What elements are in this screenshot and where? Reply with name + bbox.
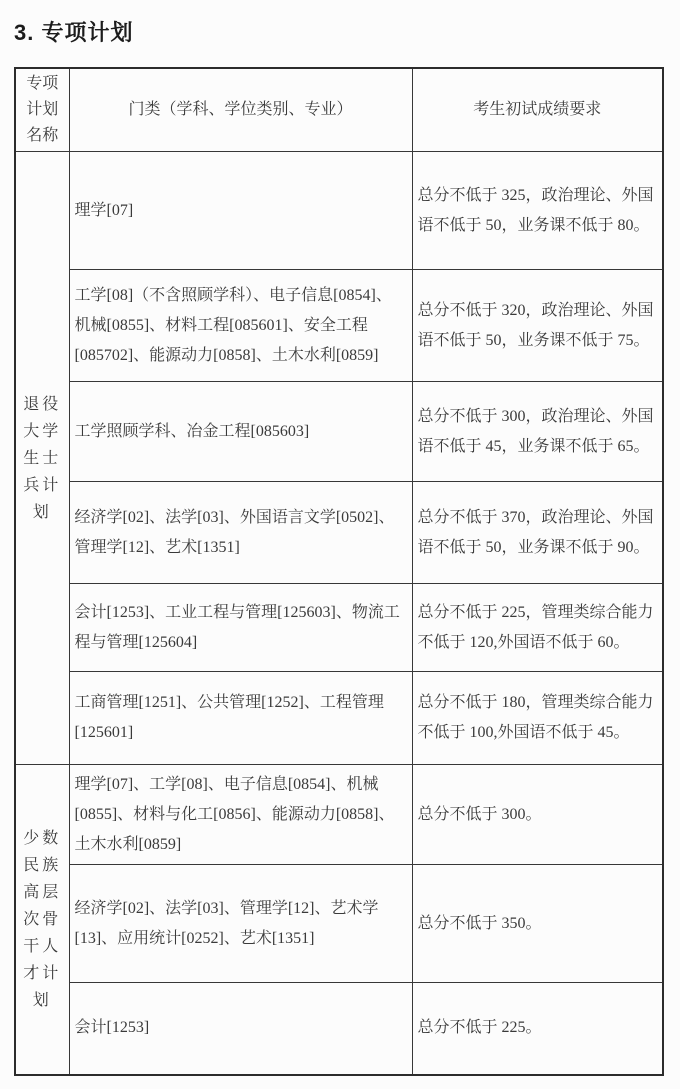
group-name-line: 划 [32, 991, 52, 1009]
category-cell: 经济学[02]、法学[03]、外国语言文学[0502]、管理学[12]、艺术[1351] [69, 482, 412, 584]
category-cell: 理学[07] [69, 152, 412, 270]
table-row [15, 983, 663, 1075]
group-name-cell [15, 765, 69, 1075]
requirement-cell: 总分不低于 300。 [412, 765, 663, 865]
category-cell: 会计[1253] [69, 983, 412, 1075]
header-cell-category: 门类（学科、学位类别、专业） [69, 68, 412, 152]
group-name-line: 少数 [23, 829, 62, 847]
table-row [15, 865, 663, 983]
table-row [15, 672, 663, 765]
special-programs-table [14, 67, 664, 1076]
category-cell: 经济学[02]、法学[03]、管理学[12]、艺术学[13]、应用统计[0252]、艺术[1351] [69, 865, 412, 983]
group-name-line: 高层 [23, 883, 62, 901]
group-name-line: 兵计 [23, 476, 62, 494]
table-row [15, 482, 663, 584]
requirement-cell: 总分不低于 325，政治理论、外国语不低于 50，业务课不低于 80。 [412, 152, 663, 270]
table-row [15, 584, 663, 672]
group-name-line: 大学 [23, 422, 62, 440]
group-name-line: 干人 [23, 937, 62, 955]
page-title: 3. 专项计划 [14, 20, 134, 45]
table-row [15, 765, 663, 865]
group-name-cell [15, 152, 69, 765]
category-cell: 会计[1253]、工业工程与管理[125603]、物流工程与管理[125604] [69, 584, 412, 672]
category-cell: 工学照顾学科、冶金工程[085603] [69, 382, 412, 482]
requirement-cell: 总分不低于 225。 [412, 983, 663, 1075]
category-cell: 理学[07]、工学[08]、电子信息[0854]、机械[0855]、材料与化工[0856]、能源动力[0858]、土木水利[0859] [69, 765, 412, 865]
header-cell-score-requirement: 考生初试成绩要求 [412, 68, 663, 152]
requirement-cell: 总分不低于 300，政治理论、外国语不低于 45，业务课不低于 65。 [412, 382, 663, 482]
requirement-cell: 总分不低于 320，政治理论、外国语不低于 50，业务课不低于 75。 [412, 270, 663, 382]
requirement-cell: 总分不低于 225，管理类综合能力不低于 120,外国语不低于 60。 [412, 584, 663, 672]
group-name-line: 民族 [23, 856, 62, 874]
requirement-cell: 总分不低于 350。 [412, 865, 663, 983]
group-name-line: 才计 [23, 964, 62, 982]
category-cell: 工学[08]（不含照顾学科）、电子信息[0854]、机械[0855]、材料工程[085601]、安全工程[085702]、能源动力[0858]、土木水利[0859] [69, 270, 412, 382]
group-name-line: 划 [32, 503, 52, 521]
requirement-cell: 总分不低于 180，管理类综合能力不低于 100,外国语不低于 45。 [412, 672, 663, 765]
header-cell-program-name: 专项计划名称 [15, 68, 69, 152]
category-cell: 工商管理[1251]、公共管理[1252]、工程管理[125601] [69, 672, 412, 765]
group-name-line: 生士 [23, 449, 62, 467]
table-row [15, 152, 663, 270]
group-name-line: 退役 [23, 395, 62, 413]
table-row [15, 270, 663, 382]
requirement-cell: 总分不低于 370，政治理论、外国语不低于 50，业务课不低于 90。 [412, 482, 663, 584]
header-row [15, 68, 663, 152]
group-name-line: 次骨 [23, 910, 62, 928]
table-row [15, 382, 663, 482]
